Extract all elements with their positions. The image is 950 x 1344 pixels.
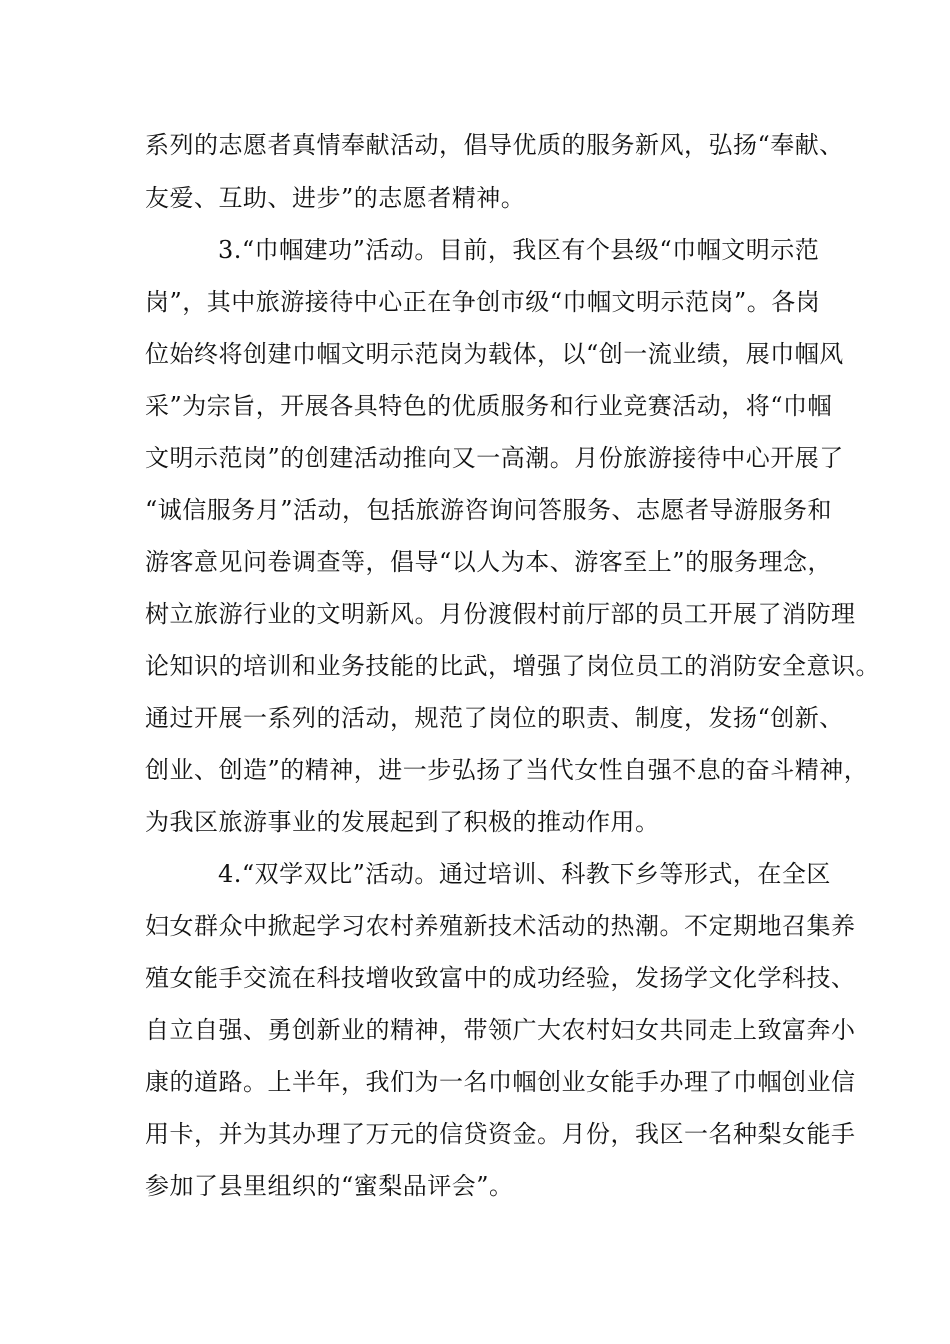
text-line: 康的道路。上半年，我们为一名巾帼创业女能手办理了巾帼创业信 [145,1068,856,1096]
text-line: 友爱、互助、进步”的志愿者精神。 [145,184,526,212]
text-line: 位始终将创建巾帼文明示范岗为载体，以“创一流业绩，展巾帼风 [145,340,844,368]
text-line: 通过开展一系列的活动，规范了岗位的职责、制度，发扬“创新、 [145,704,844,732]
text-line: 创业、创造”的精神，进一步弘扬了当代女性自强不息的奋斗精神， [145,756,869,784]
text-line: 用卡，并为其办理了万元的信贷资金。月份，我区一名种梨女能手 [145,1120,856,1148]
text-line: 树立旅游行业的文明新风。月份渡假村前厅部的员工开展了消防理 [145,600,856,628]
text-line: 为我区旅游事业的发展起到了积极的推动作用。 [145,808,660,836]
paragraph-heading-line: 3.“巾帼建功”活动。目前，我区有个县级“巾帼文明示范 [218,236,820,264]
text-line: 采”为宗旨，开展各具特色的优质服务和行业竞赛活动，将“巾帼 [145,392,833,420]
text-line: 自立自强、勇创新业的精神，带领广大农村妇女共同走上致富奔小 [145,1016,856,1044]
text-line: 文明示范岗”的创建活动推向又一高潮。月份旅游接待中心开展了 [145,444,844,472]
text-line: “诚信服务月”活动，包括旅游咨询问答服务、志愿者导游服务和 [145,496,833,524]
text-line: 游客意见问卷调查等，倡导“以人为本、游客至上”的服务理念， [145,548,833,576]
text-line: 论知识的培训和业务技能的比武，增强了岗位员工的消防安全意识。 [145,652,880,680]
text-line: 参加了县里组织的“蜜梨品评会”。 [145,1172,514,1200]
paragraph-heading-line: 4.“双学双比”活动。通过培训、科教下乡等形式，在全区 [218,860,831,888]
text-line: 系列的志愿者真情奉献活动，倡导优质的服务新风，弘扬“奉献、 [145,131,844,159]
text-line: 妇女群众中掀起学习农村养殖新技术活动的热潮。不定期地召集养 [145,912,856,940]
text-line: 殖女能手交流在科技增收致富中的成功经验，发扬学文化学科技、 [145,964,856,992]
text-line: 岗”，其中旅游接待中心正在争创市级“巾帼文明示范岗”。各岗 [145,288,821,316]
